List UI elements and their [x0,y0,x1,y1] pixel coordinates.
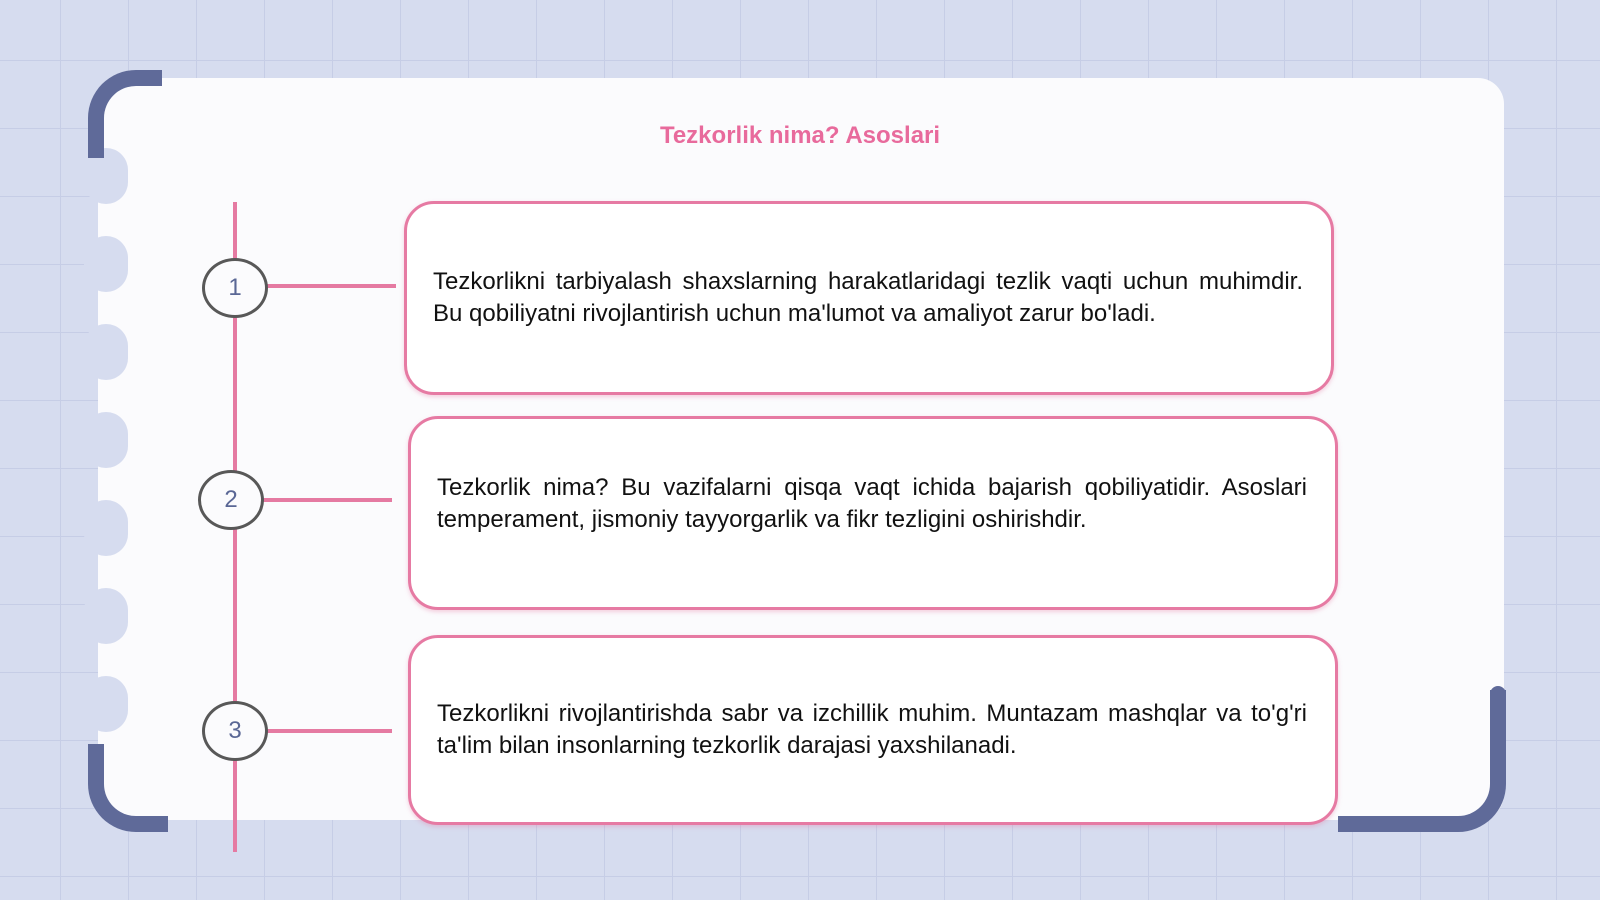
frame-corner-bottom-left [88,744,168,832]
page-title: Tezkorlik nima? Asoslari [659,122,941,149]
binder-hole [84,588,128,644]
timeline-card-2 [408,416,1338,610]
card-text: Tezkorlikni tarbiyalash shaxslarning harakatlaridagi tezlik vaqti uchun muhimdir. Bu qobiliyatni rivojlantirish uchun ma'lumot va amaliyot zarur bo'ladi. [433,268,1303,327]
binder-hole [84,324,128,380]
binder-hole [84,500,128,556]
card-text: Tezkorlikni rivojlantirishda sabr va izchillik muhim. Muntazam mashqlar va to'g'ri ta'lim bilan insonlarning tezkorlik darajasi yaxshilanadi. [437,700,1307,759]
timeline-connector-1 [266,284,396,288]
timeline-connector-2 [262,498,392,502]
card-text: Tezkorlik nima? Bu vazifalarni qisqa vaqt ichida bajarish qobiliyatidir. Asoslari temperament, jismoniy tayyorgarlik va fikr tezligini oshirishdir. [437,474,1307,533]
step-number-1: 1 [202,258,268,318]
step-number-3: 3 [202,701,268,761]
step-number-2: 2 [198,470,264,530]
binder-hole [84,236,128,292]
frame-corner-bottom-right [1338,690,1506,832]
timeline-card-1 [404,201,1334,395]
timeline-connector-3 [266,729,392,733]
binder-hole [84,412,128,468]
binder-hole [84,676,128,732]
timeline-card-3 [408,635,1338,825]
